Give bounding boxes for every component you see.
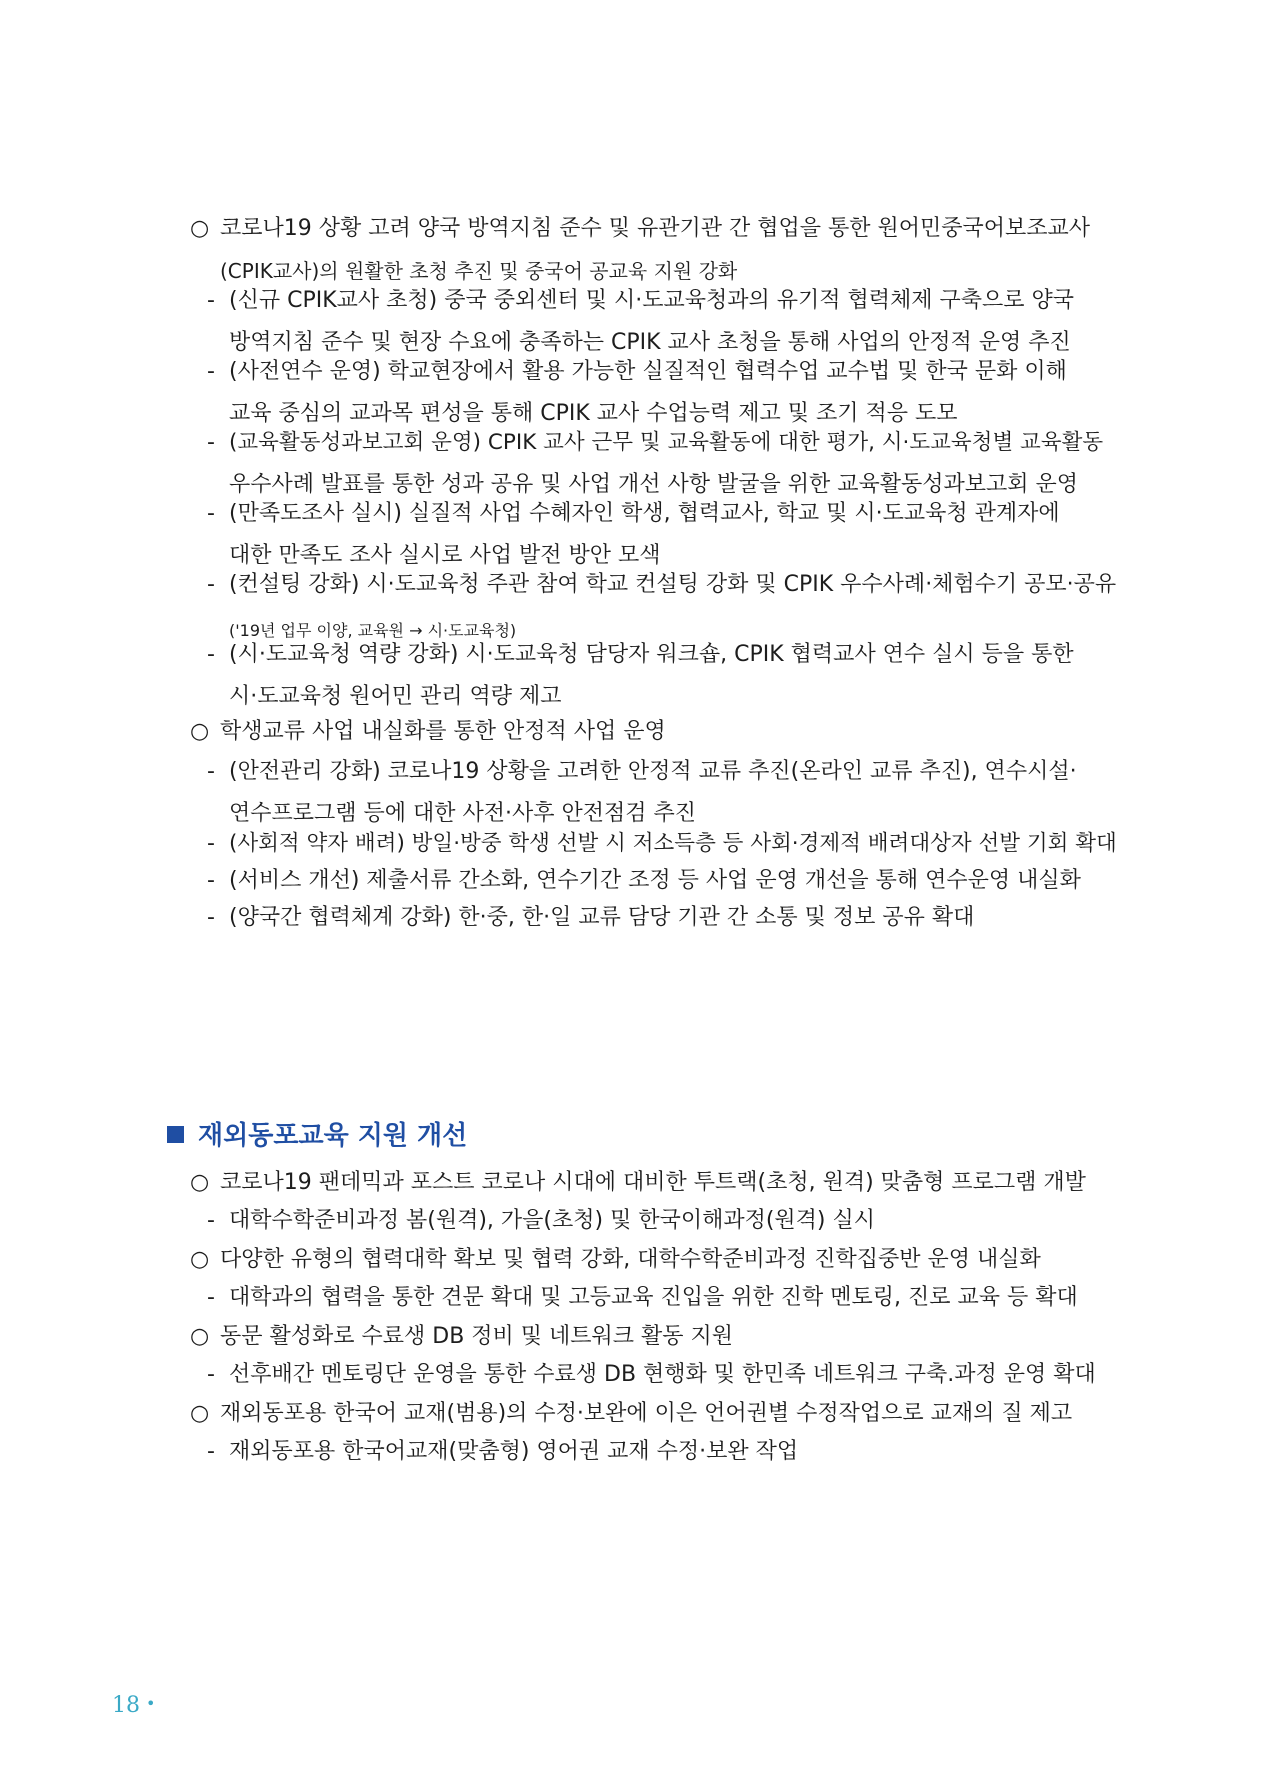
item-text: 학생교류 사업 내실화를 통한 안정적 사업 운영 — [220, 719, 666, 744]
item-text: 대학수학준비과정 봄(원격), 가을(초청) 및 한국이해과정(원격) 실시 — [229, 1208, 876, 1233]
item-text: (안전관리 강화) 코로나19 상황을 고려한 안정적 교류 추진(온라인 교류 추진), 연수시설· — [229, 759, 1077, 784]
section-title: 재외동포교육 지원 개선 — [198, 1121, 468, 1151]
item-text: (서비스 개선) 제출서류 간소화, 연수기간 조정 등 사업 운영 개선을 통해 연수운영 내실화 — [229, 868, 1081, 893]
item-text: 선후배간 멘토링단 운영을 통한 수료생 DB 현행화 및 한민족 네트워크 구축.과정 운영 확대 — [229, 1362, 1096, 1387]
item-text: 코로나19 팬데믹과 포스트 코로나 시대에 대비한 투트랙(초청, 원격) 맞춤형 프로그램 개발 — [220, 1170, 1086, 1195]
item-text: (양국간 협력체계 강화) 한·중, 한·일 교류 담당 기관 간 소통 및 정보 공유 확대 — [229, 905, 975, 930]
dash-bullet: - — [207, 1362, 215, 1387]
dash-bullet: - — [207, 642, 215, 667]
dash-bullet: - — [207, 831, 215, 856]
item-text: (교육활동성과보고회 운영) CPIK 교사 근무 및 교육활동에 대한 평가, 시·도교육청별 교육활동 — [229, 430, 1104, 455]
item-text: (사전연수 운영) 학교현장에서 활용 가능한 실질적인 협력수업 교수법 및 한국 문화 이해 — [229, 359, 1067, 384]
item-continuation: 교육 중심의 교과목 편성을 통해 CPIK 교사 수업능력 제고 및 조기 적응 도모 — [229, 401, 958, 426]
dash-bullet: - — [207, 501, 215, 526]
circle-bullet: ○ — [190, 719, 210, 744]
page-number — [112, 1693, 155, 1718]
dash-bullet: - — [207, 359, 215, 384]
item-continuation: 대한 만족도 조사 실시로 사업 발전 방안 모색 — [229, 543, 661, 568]
item-continuation: 우수사례 발표를 통한 성과 공유 및 사업 개선 사항 발굴을 위한 교육활동성과보고회 운영 — [229, 472, 1078, 497]
item-text: (만족도조사 실시) 실질적 사업 수혜자인 학생, 협력교사, 학교 및 시·도교육청 관계자에 — [229, 501, 1060, 526]
dash-bullet: - — [207, 288, 215, 313]
dash-bullet: - — [207, 1285, 215, 1310]
page-dot: • — [146, 1694, 156, 1713]
circle-bullet: ○ — [190, 1247, 210, 1272]
dash-bullet: - — [207, 572, 215, 597]
item-text: 재외동포용 한국어교재(맞춤형) 영어권 교재 수정·보완 작업 — [229, 1439, 799, 1464]
item-text: 재외동포용 한국어 교재(범용)의 수정·보완에 이은 언어권별 수정작업으로 교재의 질 제고 — [220, 1401, 1073, 1426]
item-continuation: 시·도교육청 원어민 관리 역량 제고 — [229, 684, 562, 709]
dash-bullet: - — [207, 1208, 215, 1233]
item-text: 동문 활성화로 수료생 DB 정비 및 네트워크 활동 지원 — [220, 1324, 734, 1349]
item-text: 다양한 유형의 협력대학 확보 및 협력 강화, 대학수학준비과정 진학집중반 운영 내실화 — [220, 1247, 1041, 1272]
circle-bullet: ○ — [190, 216, 210, 241]
dash-bullet: - — [207, 759, 215, 784]
item-text: (사회적 약자 배려) 방일·방중 학생 선발 시 저소득층 등 사회·경제적 배려대상자 선발 기회 확대 — [229, 831, 1117, 856]
dash-bullet: - — [207, 868, 215, 893]
dash-bullet: - — [207, 430, 215, 455]
circle-bullet: ○ — [190, 1324, 210, 1349]
item-text: 대학과의 협력을 통한 견문 확대 및 고등교육 진입을 위한 진학 멘토링, 진로 교육 등 확대 — [229, 1285, 1078, 1310]
section-heading — [167, 1118, 467, 1154]
item-text: (컨설팅 강화) 시·도교육청 주관 참여 학교 컨설팅 강화 및 CPIK 우수사례·체험수기 공모·공유 — [229, 572, 1117, 597]
dash-bullet: - — [207, 1439, 215, 1464]
item-continuation: 연수프로그램 등에 대한 사전·사후 안전점검 추진 — [229, 801, 697, 826]
item-continuation: 방역지침 준수 및 현장 수요에 충족하는 CPIK 교사 초청을 통해 사업의 안정적 운영 추진 — [229, 330, 1071, 355]
item-text: 코로나19 상황 고려 양국 방역지침 준수 및 유관기관 간 협업을 통한 원어민중국어보조교사 — [220, 216, 1090, 241]
item-note: ('19년 업무 이양, 교육원 → 시·도교육청) — [229, 621, 517, 640]
circle-bullet: ○ — [190, 1170, 210, 1195]
circle-bullet: ○ — [190, 1401, 210, 1426]
square-bullet-icon — [167, 1126, 184, 1143]
page-number-text: 18 — [112, 1693, 140, 1718]
item-text: (신규 CPIK교사 초청) 중국 중외센터 및 시·도교육청과의 유기적 협력체제 구축으로 양국 — [229, 288, 1074, 313]
item-text: (시·도교육청 역량 강화) 시·도교육청 담당자 워크숍, CPIK 협력교사 연수 실시 등을 통한 — [229, 642, 1074, 667]
dash-bullet: - — [207, 905, 215, 930]
item-continuation: (CPIK교사)의 원활한 초청 추진 및 중국어 공교육 지원 강화 — [220, 259, 738, 283]
